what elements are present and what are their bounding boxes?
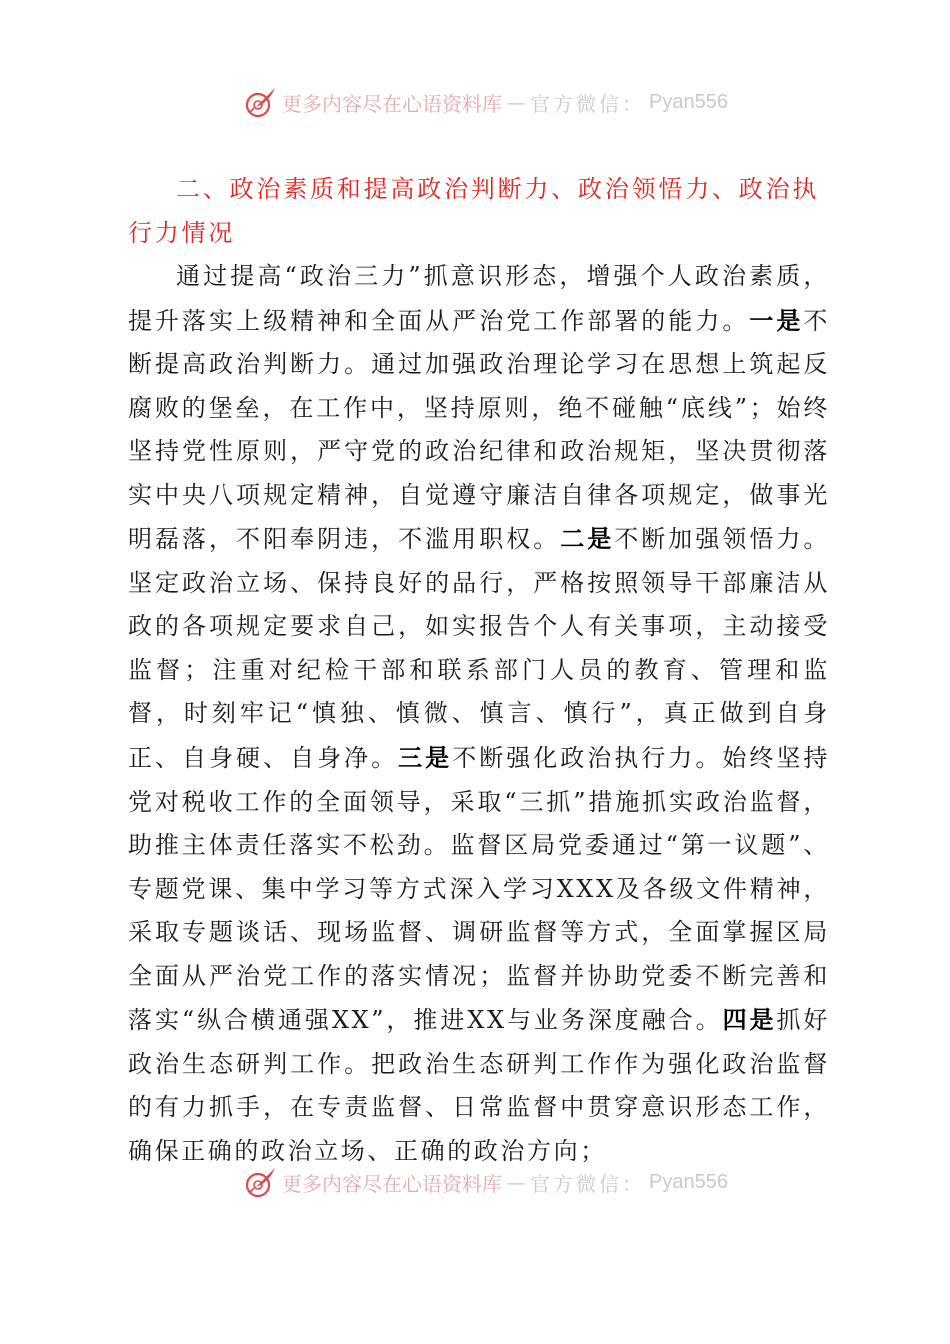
body-paragraph <box>128 255 830 1173</box>
watermark-site-text: 更多内容尽在心语资料库 <box>282 1171 503 1196</box>
section-heading: 二、政治素质和提高政治判断力、政治领悟力、政治执行力情况 <box>128 175 820 247</box>
point-3-text: 不断强化政治执行力。始终坚持党对税收工作的全面领导，采取“三抓”措施抓实政治监督，助推主体责任落实不松劲。监督区局党委通过“第一议题”、专题党课、集中学习等方式深入学习XXX及各级文件精神，采取专题谈话、现场监督、调研监督等方式，全面掌握区局全面从严治党工作的落实情况；监督并协助党委不断完善和落实“纵合横通强XX”，推进XX与业务深度融合。 <box>128 744 830 1035</box>
watermark-footer <box>0 1162 950 1202</box>
point-1-label: 一是 <box>749 305 804 335</box>
document-body <box>128 168 830 1173</box>
watermark-dash: — <box>506 1170 527 1194</box>
watermark-header <box>0 82 950 122</box>
quill-pen-logo-icon <box>244 85 278 119</box>
point-2-text: 不断加强领悟力。坚定政治立场、保持良好的品行，严格按照领导干部廉洁从政的各项规定要求自己，如实报告个人有关事项，主动接受监督；注重对纪检干部和联系部门人员的教育、管理和监督，时刻牢记“慎独、慎微、慎言、慎行”，真正做到自身正、自身硬、自身净。 <box>128 525 830 773</box>
point-4-text: 抓好政治生态研判工作。把政治生态研判工作作为强化政治监督的有力抓手，在专责监督、日常监督中贯穿意识形态工作，确保正确的政治立场、正确的政治方向； <box>128 1006 831 1165</box>
point-2-label: 二是 <box>560 524 615 554</box>
watermark-row <box>244 1165 728 1199</box>
watermark-row <box>244 85 728 119</box>
watermark-wechat-label: 官方微信： <box>530 91 646 116</box>
quill-pen-logo-icon <box>244 1165 278 1199</box>
watermark-account: Pyan556 <box>649 1170 728 1193</box>
watermark-wechat-label: 官方微信： <box>530 1171 646 1196</box>
watermark-account: Pyan556 <box>649 90 728 113</box>
watermark-site-text: 更多内容尽在心语资料库 <box>282 91 503 116</box>
paragraph-intro: 通过提高“政治三力”抓意识形态，增强个人政治素质，提升落实上级精神和全面从严治党工作部署的能力。 <box>128 262 830 335</box>
watermark-dash: — <box>506 90 527 114</box>
point-3-label: 三是 <box>398 743 453 773</box>
point-1-text: 不断提高政治判断力。通过加强政治理论学习在思想上筑起反腐败的堡垒，在工作中，坚持原则，绝不碰触“底线”；始终坚持党性原则，严守党的政治纪律和政治规矩，坚决贯彻落实中央八项规定精神，自觉遵守廉洁自律各项规定，做事光明磊落，不阳奉阴违，不滥用职权。 <box>128 306 830 554</box>
point-4-label: 四是 <box>722 1005 777 1035</box>
